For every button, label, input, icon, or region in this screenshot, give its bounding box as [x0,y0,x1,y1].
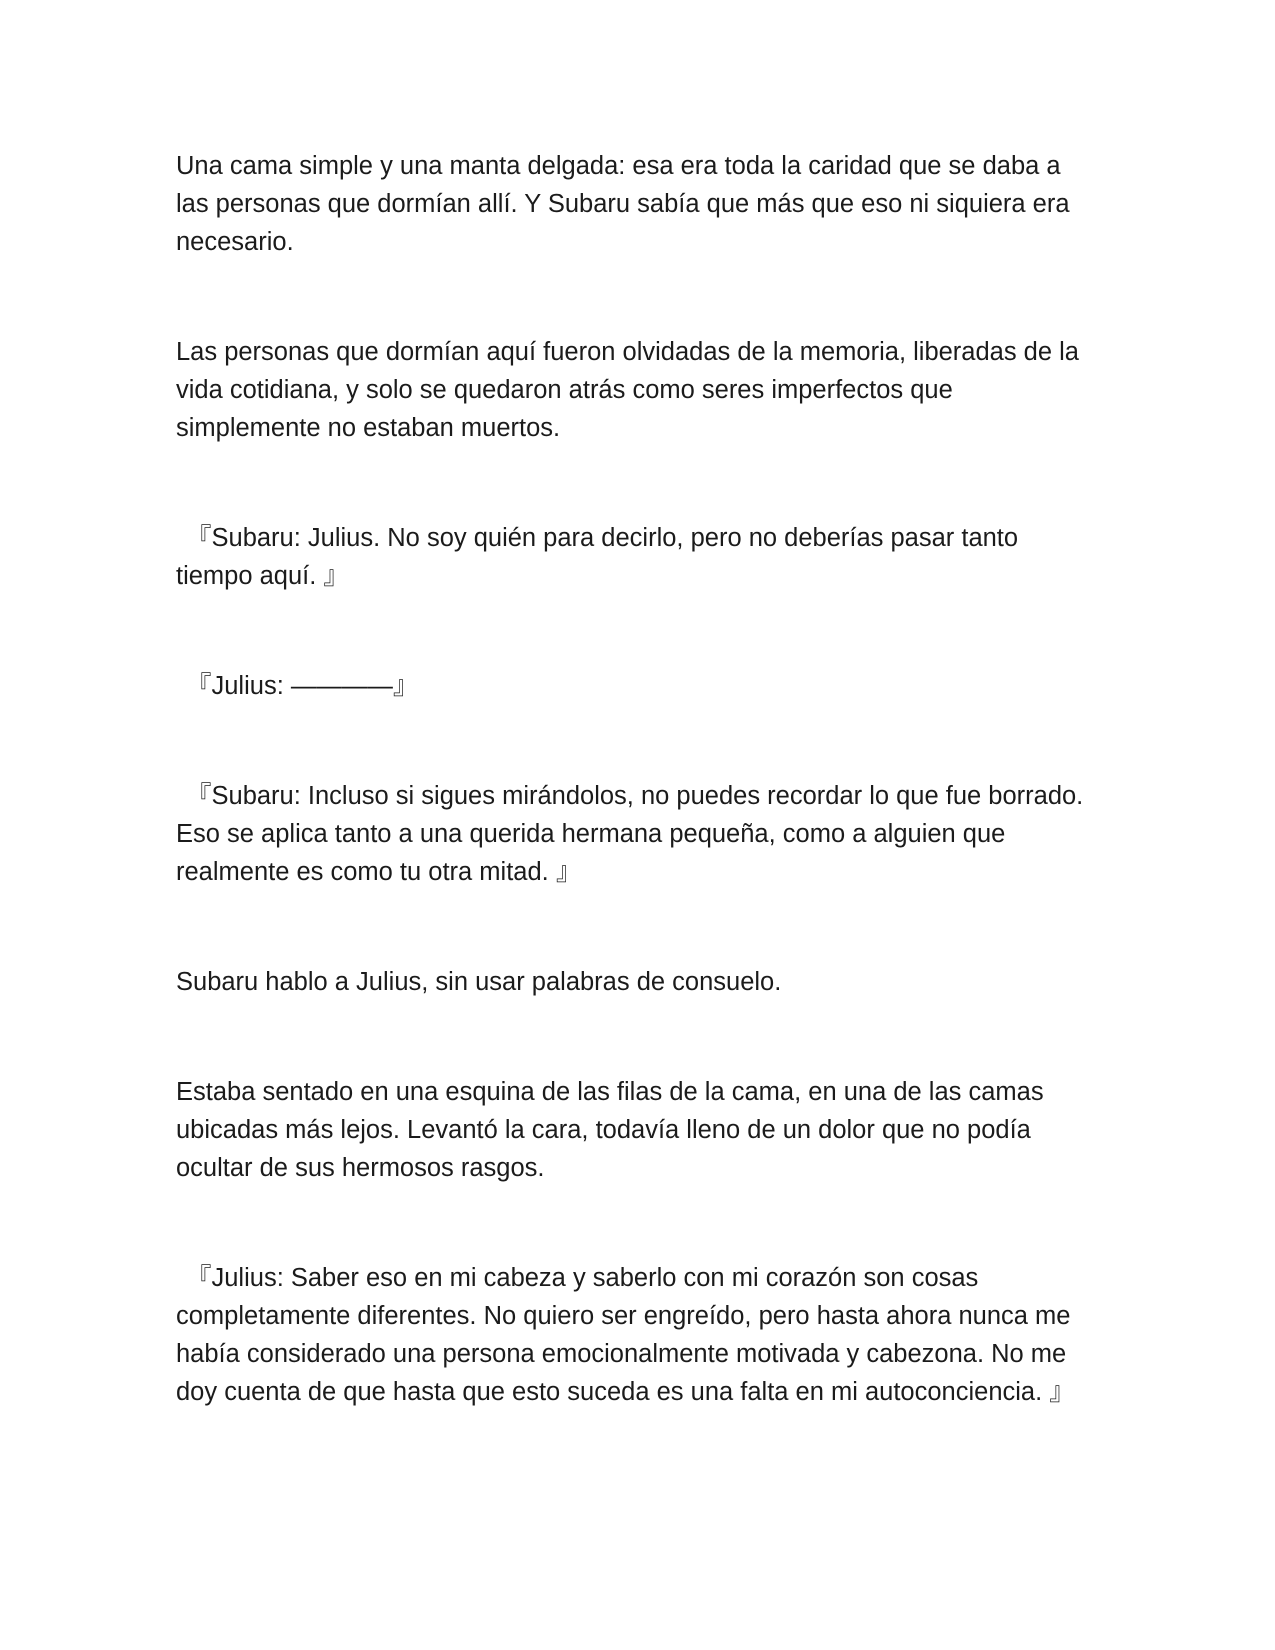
paragraph-1: Una cama simple y una manta delgada: esa era toda la caridad que se daba a las personas que dormían allí. Y Subaru sabía que más que eso ni siquiera era necesario. [176,152,1070,256]
paragraph-2: Las personas que dormían aquí fueron olvidadas de la memoria, liberadas de la vida cotidiana, y solo se quedaron atrás como seres imperfectos que simplemente no estaban muertos. [176,338,1079,442]
text-body [176,147,1098,1411]
dialogue-subaru-2: 『Subaru: Incluso si sigues mirándolos, no puedes recordar lo que fue borrado. Eso se aplica tanto a una querida hermana pequeña, como a alguien que realmente es como tu otra mitad. 』 [176,782,1084,886]
paragraph-gap [176,261,1098,333]
paragraph-gap [176,1187,1098,1259]
dialogue-julius-1: 『Julius: ————』 [186,672,419,700]
paragraph-gap [176,1001,1098,1073]
paragraph-gap [176,595,1098,667]
paragraph-4: Estaba sentado en una esquina de las filas de la cama, en una de las camas ubicadas más lejos. Levantó la cara, todavía lleno de un dolor que no podía ocultar de sus hermosos rasgos. [176,1078,1044,1182]
paragraph-gap [176,447,1098,519]
paragraph-gap [176,891,1098,963]
dialogue-julius-2: 『Julius: Saber eso en mi cabeza y saberlo con mi corazón son cosas completamente diferentes. No quiero ser engreído, pero hasta ahora nunca me había considerado una persona emocionalmente motivada y cabezona. No me doy cuenta de que hasta que esto suceda es una falta en mi autoconciencia. 』 [176,1264,1075,1406]
paragraph-gap [176,705,1098,777]
dialogue-subaru-1: 『Subaru: Julius. No soy quién para decirlo, pero no deberías pasar tanto tiempo aquí. 』 [176,524,1019,590]
paragraph-3: Subaru hablo a Julius, sin usar palabras de consuelo. [176,968,782,996]
